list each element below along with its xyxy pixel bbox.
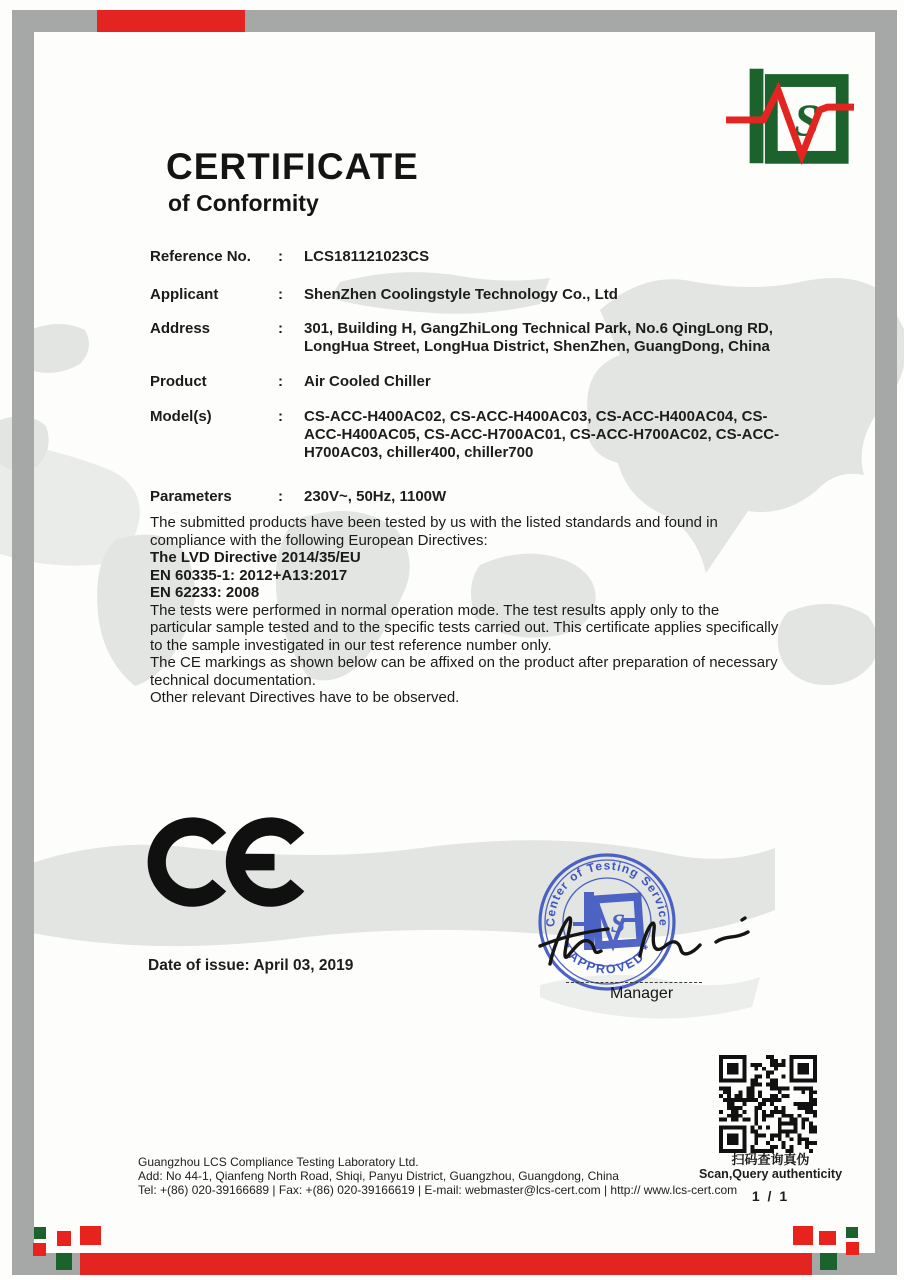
footer-lab-info — [138, 1155, 737, 1197]
page-indicator: 1 / 1 — [751, 1188, 790, 1204]
stamp-arc-bottom-text: * APPROVED * — [558, 941, 656, 977]
ce-markings-paragraph: The CE markings as shown below can be affixed on the product after preparation of necessary technical documentation. — [150, 654, 778, 689]
date-of-issue: Date of issue: April 03, 2019 — [148, 957, 354, 974]
footer-address: Add: No 44-1, Qianfeng North Road, Shiqi, Panyu District, Guangzhou, Guangdong, China — [138, 1169, 619, 1183]
field-label: Reference No. — [150, 248, 251, 265]
field-label: Model(s) — [150, 408, 212, 425]
lcs-logo-pulse-line — [726, 90, 854, 155]
lvd-directive: The LVD Directive 2014/35/EU — [150, 549, 361, 566]
field-value: ACC-H400AC05, CS-ACC-H700AC01, CS-ACC-H700AC02, CS-ACC- — [304, 426, 780, 443]
certificate-fields — [150, 248, 786, 506]
field-colon: : — [278, 320, 283, 337]
signer-title: Manager — [610, 985, 674, 1002]
field-row-applicant — [150, 286, 786, 304]
field-label: Product — [150, 373, 207, 390]
field-label: Applicant — [150, 286, 219, 303]
field-row-parameters — [150, 488, 786, 506]
qr-caption-zh: 扫码查询真伪 — [731, 1152, 810, 1167]
field-row-models — [150, 408, 786, 462]
footer-company: Guangzhou LCS Compliance Testing Laboratory Ltd. — [138, 1155, 419, 1169]
ce-mark — [146, 810, 311, 920]
field-value: 230V~, 50Hz, 1100W — [304, 488, 447, 505]
field-colon: : — [278, 373, 283, 390]
field-label: Parameters — [150, 488, 232, 505]
field-value: H700AC03, chiller400, chiller700 — [304, 444, 534, 461]
footer-verify-block — [688, 1152, 853, 1204]
lcs-logo-l-bar — [750, 69, 764, 164]
manager-signature — [520, 882, 770, 992]
field-colon: : — [278, 488, 283, 505]
lcs-logo — [726, 60, 854, 170]
certificate-title: CERTIFICATE — [166, 146, 419, 187]
intro-paragraph: The submitted products have been tested by us with the listed standards and found in compliance with the following European Directives: — [150, 514, 718, 549]
field-value: ShenZhen Coolingstyle Technology Co., Ltd — [304, 286, 618, 303]
field-value: Air Cooled Chiller — [304, 373, 431, 390]
certificate-subtitle: of Conformity — [168, 190, 319, 216]
ce-mark-graphic — [146, 810, 311, 915]
field-colon: : — [278, 408, 283, 425]
field-value: LongHua Street, LongHua District, ShenZhen, GuangDong, China — [304, 338, 770, 355]
footer-contacts: Tel: +(86) 020-39166689 | Fax: +(86) 020-39166619 | E-mail: webmaster@lcs-cert.com | http:// www.lcs-cert.com — [138, 1183, 738, 1197]
field-row-address — [150, 320, 786, 356]
stamp-arc-top-text: Center of Testing Service — [543, 858, 671, 928]
other-directives-paragraph: Other relevant Directives have to be observed. — [150, 689, 460, 706]
field-row-reference-no — [150, 248, 786, 266]
standard-en-60335: EN 60335-1: 2012+A13:2017 — [150, 566, 348, 584]
qr-code — [719, 1055, 817, 1153]
lcs-logo-letter: S — [794, 95, 820, 146]
field-value: CS-ACC-H400AC02, CS-ACC-H400AC03, CS-ACC-H400AC04, CS- — [304, 408, 768, 425]
qr-caption-en: Scan,Query authenticity — [698, 1167, 843, 1181]
field-colon: : — [278, 248, 283, 265]
field-value: 301, Building H, GangZhiLong Technical Park, No.6 QingLong RD, — [304, 320, 773, 337]
standard-en-62233: EN 62233: 2008 — [150, 584, 260, 601]
stamp-logo-letter: S — [610, 909, 626, 938]
certificate-body — [150, 514, 784, 707]
field-value: LCS181121023CS — [304, 248, 430, 265]
signature-line — [566, 982, 702, 983]
field-row-product — [150, 373, 786, 391]
field-label: Address — [150, 320, 211, 337]
tests-paragraph: The tests were performed in normal operation mode. The test results apply only to the particular sample tested and to the specific tests carried out. This certificate applies specifically to the sample investigated in our test reference number only. — [150, 601, 779, 654]
field-colon: : — [278, 286, 283, 303]
